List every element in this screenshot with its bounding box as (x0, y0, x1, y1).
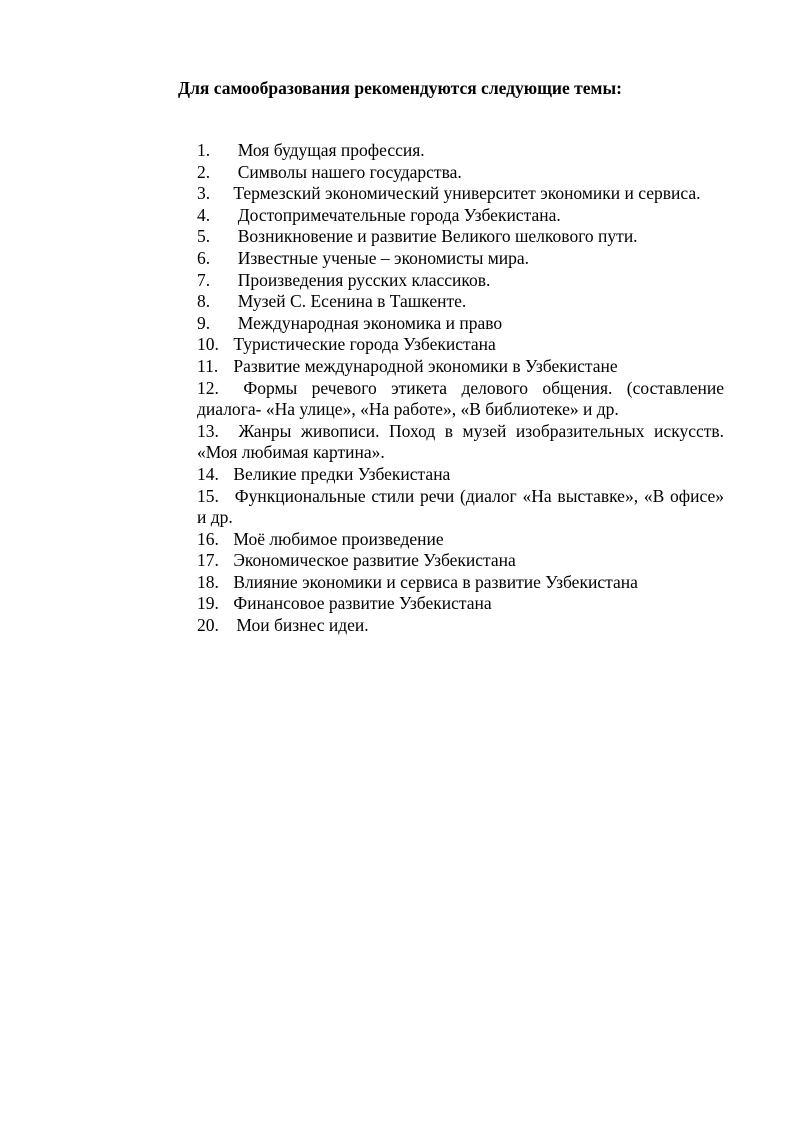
topic-text: Международная экономика и право (237, 312, 503, 333)
topic-text: Достопримечательные города Узбекистана. (237, 204, 561, 225)
topic-item-4 (197, 205, 724, 227)
topic-text: Известные ученые – экономисты мира. (237, 247, 530, 268)
topic-number: 1. (197, 140, 211, 160)
topic-item-18 (197, 572, 724, 594)
topic-item-2 (197, 162, 724, 184)
topic-text: Мои бизнес идеи. (236, 615, 369, 636)
topic-number: 13. (197, 420, 219, 441)
topic-text: Туристические города Узбекистана (233, 334, 496, 355)
topic-item-11 (197, 356, 724, 378)
topic-text: Финансовое развитие Узбекистана (233, 593, 492, 614)
topic-text: Произведения русских классиков. (237, 269, 491, 290)
topic-number: 8. (197, 291, 211, 312)
topic-text: Функциональные стили речи (диалог «На выставке», «В офисе» и др. (197, 485, 724, 528)
topic-item-13 (197, 421, 724, 464)
topic-item-6 (197, 248, 724, 270)
topic-item-8 (197, 291, 724, 313)
topic-number: 20. (197, 615, 219, 636)
topic-item-12 (197, 378, 724, 421)
topic-number: 2. (197, 161, 211, 182)
topic-text: Влияние экономики и сервиса в развитие Узбекистана (233, 571, 638, 592)
topic-item-15 (197, 486, 724, 529)
topic-number: 4. (197, 204, 211, 225)
document-title: Для самообразования рекомендуются следующие темы: (178, 78, 622, 98)
topic-item-17 (197, 550, 724, 572)
topic-item-7 (197, 270, 724, 292)
topic-text: Развитие международной экономики в Узбекистане (233, 355, 618, 376)
topic-number: 7. (197, 269, 211, 290)
topic-item-1 (197, 140, 724, 162)
topic-number: 10. (197, 334, 219, 355)
topic-list (197, 140, 724, 637)
topic-text: Музей С. Есенина в Ташкенте. (237, 291, 467, 312)
topic-item-14 (197, 464, 724, 486)
topic-text: Великие предки Узбекистана (233, 463, 451, 484)
topic-number: 12. (197, 377, 219, 398)
topic-item-20 (197, 615, 724, 637)
topic-number: 11. (197, 355, 219, 376)
topic-number: 6. (197, 247, 211, 268)
topic-number: 16. (197, 528, 219, 549)
topic-text: Формы речевого этикета делового общения. (составление диалога- «На улице», «На работе», «В библиотеке» и др. (197, 377, 725, 420)
topic-text: Моя будущая профессия. (237, 140, 425, 160)
topic-text: Термезский экономический университет экономики и сервиса. (233, 183, 701, 204)
topic-item-3 (197, 183, 724, 205)
topic-text: Экономическое развитие Узбекистана (233, 550, 516, 571)
topic-item-19 (197, 593, 724, 615)
topic-item-16 (197, 529, 724, 551)
topic-item-5 (197, 226, 724, 248)
topic-number: 15. (197, 485, 219, 506)
topic-item-10 (197, 334, 724, 356)
topic-text: Жанры живописи. Поход в музей изобразительных искусств. «Моя любимая картина». (197, 420, 725, 463)
topic-number: 17. (197, 550, 219, 571)
topic-text: Моё любимое произведение (233, 528, 444, 549)
topic-item-9 (197, 313, 724, 335)
topic-number: 5. (197, 226, 211, 247)
topic-text: Символы нашего государства. (237, 161, 462, 182)
topic-number: 19. (197, 593, 219, 614)
topic-text: Возникновение и развитие Великого шелкового пути. (237, 226, 638, 247)
topic-number: 18. (197, 571, 219, 592)
topic-number: 14. (197, 463, 219, 484)
topic-number: 9. (197, 312, 211, 333)
topic-number: 3. (197, 183, 211, 204)
